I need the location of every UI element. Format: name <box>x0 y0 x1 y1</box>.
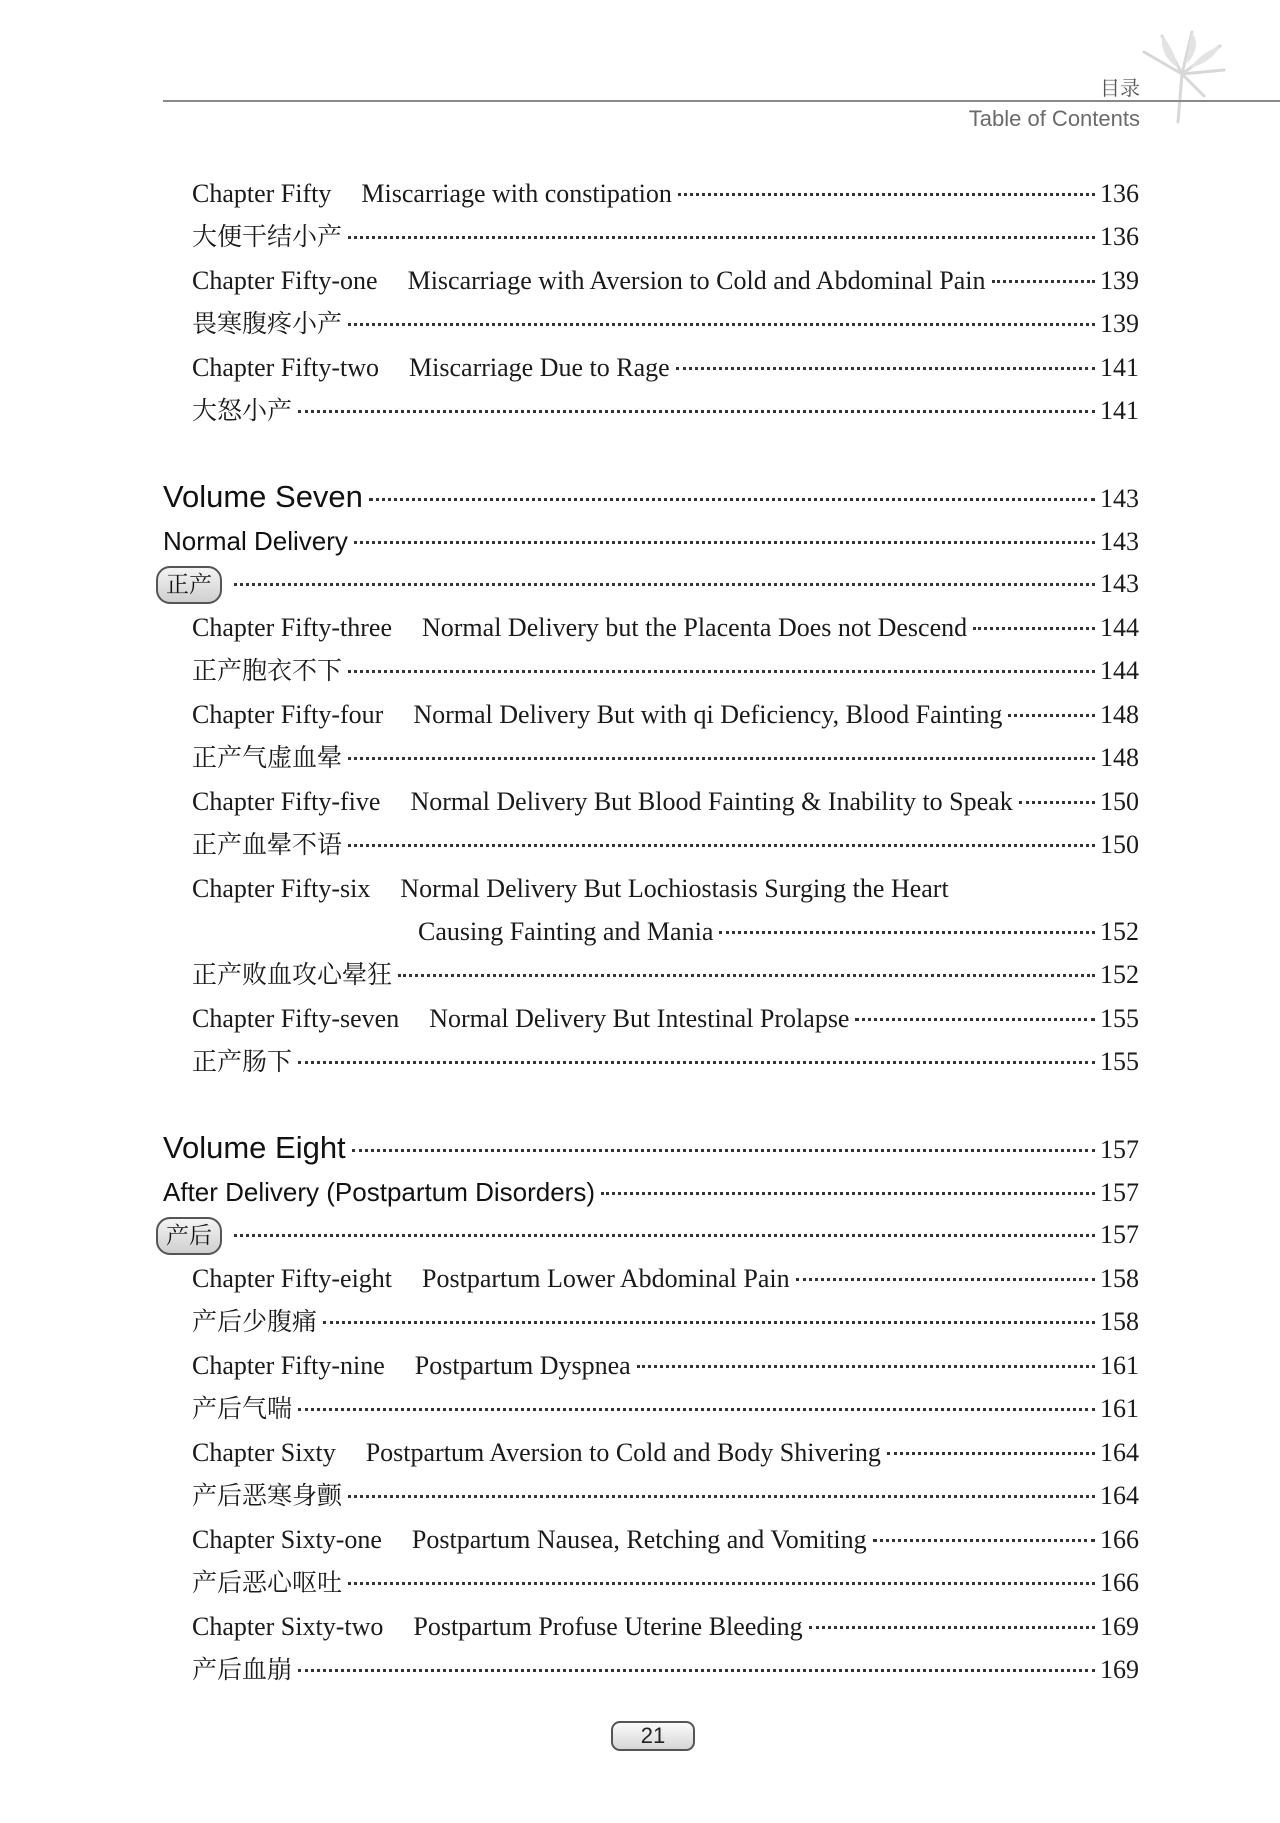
page-ref: 139 <box>1100 309 1139 338</box>
page-ref: 150 <box>1100 830 1139 859</box>
toc-entry-cn[interactable] <box>192 304 1139 344</box>
dot-leader <box>298 1061 1095 1064</box>
page-ref: 139 <box>1100 266 1139 295</box>
section-badge-cn: 正产 <box>156 566 222 604</box>
page-ref: 144 <box>1100 656 1139 685</box>
page-ref: 143 <box>1100 569 1139 598</box>
dot-leader <box>354 541 1095 544</box>
section-badge-row[interactable] <box>156 1215 1139 1255</box>
page-ref: 136 <box>1100 179 1139 208</box>
dot-leader <box>298 1408 1095 1411</box>
dot-leader <box>992 280 1095 283</box>
chapter-title-cn: 产后血崩 <box>192 1655 293 1684</box>
dot-leader <box>298 1669 1095 1672</box>
dot-leader <box>678 193 1095 196</box>
chapter-title-cn: 大怒小产 <box>192 396 293 425</box>
chapter-title-cn: 产后恶寒身颤 <box>192 1481 343 1510</box>
chapter-title: Miscarriage Due to Rage <box>409 353 670 382</box>
section-badge-row[interactable] <box>156 564 1139 604</box>
chapter-title: Normal Delivery But Lochiostasis Surging the Heart <box>400 874 949 903</box>
dot-leader <box>298 410 1095 413</box>
toc-entry-cn[interactable] <box>192 651 1139 691</box>
page-ref: 143 <box>1100 484 1139 513</box>
page-ref: 152 <box>1100 960 1139 989</box>
header-title-en: Table of Contents <box>968 106 1140 131</box>
chapter-label: Chapter Fifty-eight <box>192 1264 393 1293</box>
dot-leader <box>809 1626 1095 1629</box>
dot-leader <box>348 757 1095 760</box>
page-ref: 152 <box>1100 917 1139 946</box>
chapter-title: Miscarriage with Aversion to Cold and Abdominal Pain <box>407 266 986 295</box>
chapter-title-cn: 产后少腹痛 <box>192 1307 318 1336</box>
dot-leader <box>1019 801 1095 804</box>
page-ref: 136 <box>1100 222 1139 251</box>
page-ref: 169 <box>1100 1655 1139 1684</box>
chapter-label: Chapter Sixty <box>192 1438 336 1467</box>
section-title: After Delivery (Postpartum Disorders) <box>163 1177 595 1207</box>
chapter-title: Postpartum Nausea, Retching and Vomiting <box>411 1525 867 1554</box>
dot-leader <box>348 236 1095 239</box>
page-ref: 148 <box>1100 743 1139 772</box>
page-ref: 164 <box>1100 1438 1139 1467</box>
chapter-label: Chapter Fifty-seven <box>192 1004 400 1033</box>
dot-leader <box>348 844 1095 847</box>
chapter-label: Chapter Fifty-four <box>192 700 384 729</box>
page-ref: 158 <box>1100 1264 1139 1293</box>
dot-leader <box>348 1582 1095 1585</box>
toc-entry[interactable] <box>192 1520 1139 1560</box>
toc-entry[interactable] <box>192 1259 1139 1299</box>
chapter-label: Chapter Fifty-six <box>192 874 371 903</box>
dot-leader <box>323 1321 1095 1324</box>
chapter-title: Miscarriage with constipation <box>361 179 672 208</box>
volume-heading[interactable] <box>163 1128 1139 1168</box>
section-heading[interactable] <box>163 521 1139 561</box>
dot-leader <box>369 498 1095 501</box>
toc-entry[interactable] <box>192 782 1139 822</box>
toc-entry-continuation[interactable] <box>418 912 1139 952</box>
toc-entry[interactable] <box>192 695 1139 735</box>
page-ref: 141 <box>1100 353 1139 382</box>
page-ref: 143 <box>1100 527 1139 556</box>
page-ref: 150 <box>1100 787 1139 816</box>
toc-entry-cn[interactable] <box>192 825 1139 865</box>
page-ref: 148 <box>1100 700 1139 729</box>
dot-leader <box>873 1539 1095 1542</box>
chapter-label: Chapter Fifty-one <box>192 266 378 295</box>
page-ref: 158 <box>1100 1307 1139 1336</box>
toc-entry-cn[interactable] <box>192 391 1139 431</box>
dot-leader <box>601 1192 1095 1195</box>
dot-leader <box>348 323 1095 326</box>
toc-entry[interactable] <box>192 999 1139 1039</box>
page-ref: 155 <box>1100 1047 1139 1076</box>
page-ref: 144 <box>1100 613 1139 642</box>
dot-leader <box>234 1234 1095 1237</box>
dot-leader <box>676 367 1095 370</box>
toc-entry[interactable] <box>192 348 1139 388</box>
toc-entry[interactable] <box>192 1346 1139 1386</box>
volume-heading[interactable] <box>163 477 1139 517</box>
toc-entry-cn[interactable] <box>192 1389 1139 1429</box>
chapter-label: Chapter Fifty <box>192 179 332 208</box>
chapter-label: Chapter Fifty-five <box>192 787 381 816</box>
dot-leader <box>352 1149 1095 1152</box>
toc-entry[interactable] <box>192 174 1139 214</box>
chapter-label: Chapter Fifty-nine <box>192 1351 385 1380</box>
page-ref: 157 <box>1100 1135 1139 1164</box>
chapter-title-cn: 正产气虚血晕 <box>192 743 343 772</box>
page-ref: 166 <box>1100 1525 1139 1554</box>
dot-leader <box>348 670 1095 673</box>
page-ref: 141 <box>1100 396 1139 425</box>
chapter-title-continued: Causing Fainting and Mania <box>418 917 714 946</box>
toc-entry[interactable] <box>192 261 1139 301</box>
chapter-title: Postpartum Lower Abdominal Pain <box>422 1264 790 1293</box>
chapter-label: Chapter Sixty-two <box>192 1612 384 1641</box>
toc-entry-cn[interactable] <box>192 1476 1139 1516</box>
chapter-title: Normal Delivery But Blood Fainting & Inability to Speak <box>410 787 1013 816</box>
dot-leader <box>796 1278 1095 1281</box>
toc-entry-cn[interactable] <box>192 955 1139 995</box>
chapter-title-cn: 产后恶心呕吐 <box>192 1568 343 1597</box>
toc-entry-cn[interactable] <box>192 738 1139 778</box>
dot-leader <box>973 627 1095 630</box>
chapter-title-cn: 产后气喘 <box>192 1394 293 1423</box>
page-ref: 164 <box>1100 1481 1139 1510</box>
dot-leader <box>887 1452 1095 1455</box>
dot-leader <box>234 583 1095 586</box>
page-ref: 155 <box>1100 1004 1139 1033</box>
volume-title: Volume Eight <box>163 1130 346 1165</box>
dot-leader <box>348 1495 1095 1498</box>
dot-leader <box>637 1365 1095 1368</box>
toc-entry[interactable] <box>192 869 1139 909</box>
chapter-title: Normal Delivery but the Placenta Does not Descend <box>422 613 968 642</box>
page-ref: 169 <box>1100 1612 1139 1641</box>
toc-entry-cn[interactable] <box>192 1302 1139 1342</box>
page-ref: 157 <box>1100 1220 1139 1249</box>
chapter-title: Postpartum Dyspnea <box>414 1351 631 1380</box>
chapter-title-cn: 畏寒腹疼小产 <box>192 309 343 338</box>
dot-leader <box>398 974 1095 977</box>
toc-entry-cn[interactable] <box>192 1563 1139 1603</box>
chapter-title: Normal Delivery But Intestinal Prolapse <box>429 1004 850 1033</box>
chapter-title-cn: 正产败血攻心晕狂 <box>192 960 393 989</box>
chapter-title: Postpartum Aversion to Cold and Body Shivering <box>365 1438 881 1467</box>
chapter-title: Normal Delivery But with qi Deficiency, Blood Fainting <box>413 700 1003 729</box>
dot-leader <box>1008 714 1095 717</box>
page-ref: 161 <box>1100 1394 1139 1423</box>
chapter-title: Postpartum Profuse Uterine Bleeding <box>413 1612 803 1641</box>
header-title-cn: 目录 <box>1100 76 1140 100</box>
section-title: Normal Delivery <box>163 526 348 556</box>
page-number: 21 <box>611 1721 695 1751</box>
page-ref: 157 <box>1100 1178 1139 1207</box>
section-badge-cn: 产后 <box>156 1217 222 1255</box>
chapter-title-cn: 正产肠下 <box>192 1047 293 1076</box>
volume-title: Volume Seven <box>163 479 363 514</box>
toc-entry[interactable] <box>192 608 1139 648</box>
toc-entry-cn[interactable] <box>192 1042 1139 1082</box>
page-ref: 161 <box>1100 1351 1139 1380</box>
chapter-title-cn: 大便干结小产 <box>192 222 343 251</box>
chapter-title-cn: 正产胞衣不下 <box>192 656 343 685</box>
toc-entry-cn[interactable] <box>192 217 1139 257</box>
toc-entry[interactable] <box>192 1607 1139 1647</box>
chapter-label: Chapter Fifty-two <box>192 353 380 382</box>
toc-entry-cn[interactable] <box>192 1650 1139 1690</box>
section-heading[interactable] <box>163 1172 1139 1212</box>
page-ref: 166 <box>1100 1568 1139 1597</box>
bamboo-leaf-icon <box>1132 26 1228 126</box>
toc-entry[interactable] <box>192 1433 1139 1473</box>
dot-leader <box>719 931 1095 934</box>
dot-leader <box>855 1018 1095 1021</box>
chapter-label: Chapter Fifty-three <box>192 613 392 642</box>
chapter-label: Chapter Sixty-one <box>192 1525 382 1554</box>
chapter-title-cn: 正产血晕不语 <box>192 830 343 859</box>
